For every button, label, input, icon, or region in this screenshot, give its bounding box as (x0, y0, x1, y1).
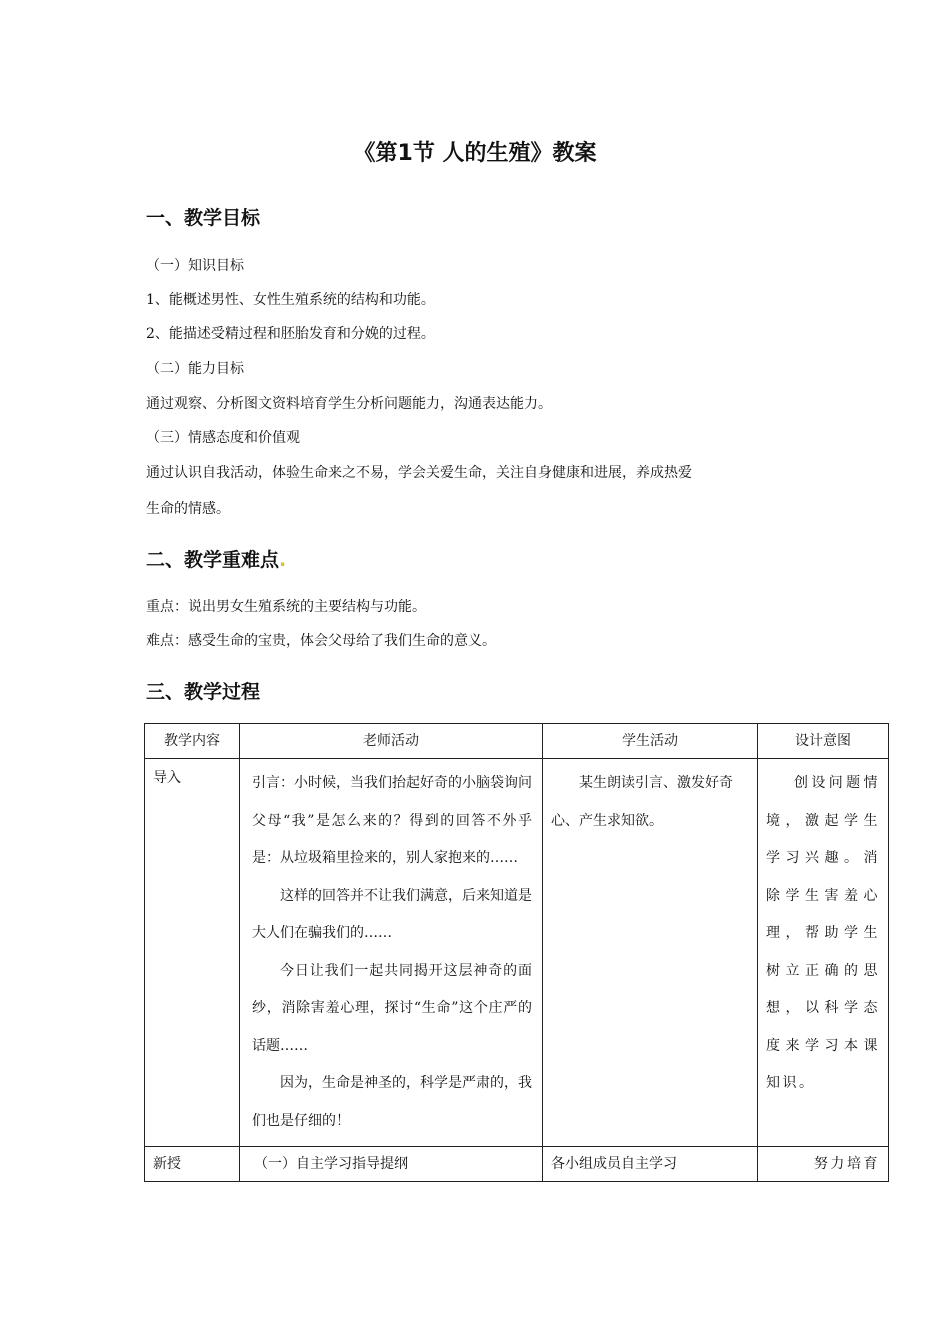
header-content: 教学内容 (145, 724, 240, 759)
row-intent-cell (758, 759, 889, 1147)
design-intent-text: 创设问题情境，激起学生学习兴趣。消除学生害羞心理，帮助学生树立正确的思想，以科学态度来学习本课知识。 (766, 775, 880, 1091)
student-activity-text: 某生朗读引言、激发好奇心、产生求知欲。 (551, 775, 733, 829)
header-intent: 设计意图 (758, 724, 889, 759)
key-point-text: 重点：说出男女生殖系统的主要结构与功能。 (146, 599, 426, 615)
row-content-cell: 导入 (145, 759, 240, 1147)
section-heading-key-points: 二、教学重难点. (146, 549, 287, 571)
ability-objective-text: 通过观察、分析图文资料培育学生分析问题能力，沟通表达能力。 (146, 396, 552, 412)
difficult-point-text: 难点：感受生命的宝贵，体会父母给了我们生命的意义。 (146, 633, 496, 649)
document-title: 《第1节 人的生殖》教案 (353, 141, 597, 166)
teacher-paragraph: 因为，生命是神圣的，科学是严肃的，我们也是仔细的！ (252, 1075, 532, 1129)
knowledge-item: 1、能概述男性、女性生殖系统的结构和功能。 (146, 292, 435, 308)
emotion-objective-text-line1: 通过认识自我活动，体验生命来之不易，学会关爱生命，关注自身健康和进展，养成热爱 (146, 465, 692, 481)
teacher-paragraph: 今日让我们一起共同揭开这层神奇的面纱，消除害羞心理，探讨“生命”这个庄严的话题…… (252, 962, 532, 1054)
emotion-objective-text-line2: 生命的情感。 (146, 501, 230, 517)
row-teacher-cell: （一）自主学习指导提纲 (240, 1147, 543, 1182)
row-student-cell: 各小组成员自主学习 (543, 1147, 758, 1182)
row-intent-cell (758, 1147, 889, 1182)
teaching-process-table (144, 723, 889, 1182)
table-row (145, 1147, 889, 1182)
row-teacher-cell (240, 759, 543, 1147)
knowledge-item: 2、能描述受精过程和胚胎发育和分娩的过程。 (146, 326, 435, 342)
header-student: 学生活动 (543, 724, 758, 759)
table-header-row (145, 724, 889, 759)
header-teacher: 老师活动 (240, 724, 543, 759)
section-heading-objectives: 一、教学目标 (146, 207, 261, 229)
row-content-cell: 新授 (145, 1147, 240, 1182)
knowledge-objective-heading: （一）知识目标 (146, 258, 244, 274)
section-heading-process: 三、教学过程 (146, 681, 261, 703)
table-row (145, 759, 889, 1147)
design-intent-text: 努力培育 (813, 1156, 880, 1172)
row-student-cell (543, 759, 758, 1147)
teacher-paragraph: 引言：小时候，当我们抬起好奇的小脑袋询问父母“我”是怎么来的？得到的回答不外乎是：从垃圾箱里捡来的，别人家抱来的…… (252, 775, 532, 866)
ability-objective-heading: （二）能力目标 (146, 361, 244, 377)
emotion-objective-heading: （三）情感态度和价值观 (146, 430, 300, 446)
teacher-paragraph: 这样的回答并不让我们满意，后来知道是大人们在骗我们的…… (252, 887, 532, 941)
